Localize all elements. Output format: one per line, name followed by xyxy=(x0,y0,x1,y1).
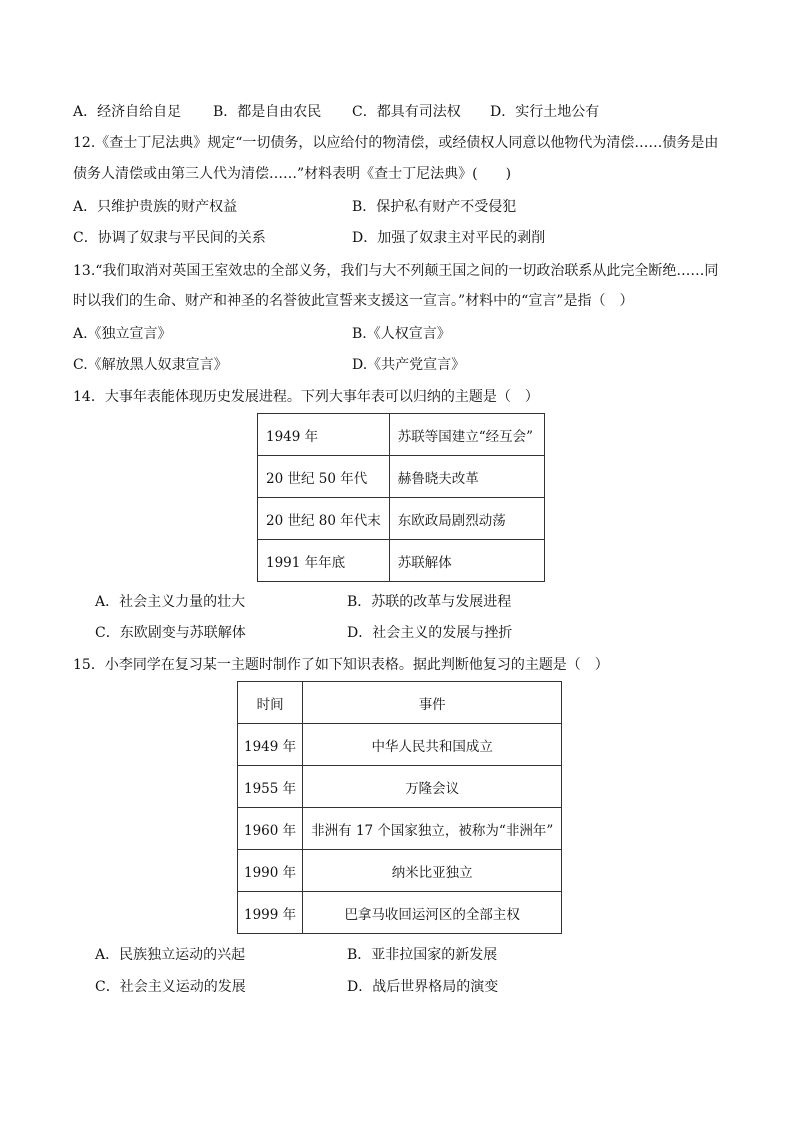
table-row xyxy=(258,540,545,582)
q14-option-b: B．苏联的改革与发展进程 xyxy=(347,594,512,610)
q11-option-c: C．都具有司法权 xyxy=(352,104,461,120)
table-cell-event: 苏联等国建立“经互会” xyxy=(389,414,544,456)
q15-option-c: C．社会主义运动的发展 xyxy=(95,979,246,995)
q12-option-c: C．协调了奴隶与平民间的关系 xyxy=(73,230,266,246)
q15-option-b: B．亚非拉国家的新发展 xyxy=(347,947,498,963)
q11-option-d: D．实行土地公有 xyxy=(490,104,600,120)
table-row xyxy=(238,808,562,850)
table-cell-event: 东欧政局剧烈动荡 xyxy=(389,498,544,540)
q14-option-a: A．社会主义力量的壮大 xyxy=(95,594,246,610)
table-cell-event: 非洲有 17 个国家独立，被称为“非洲年” xyxy=(303,808,562,850)
table-cell-event: 中华人民共和国成立 xyxy=(303,724,562,766)
q11-option-a: A．经济自给自足 xyxy=(73,104,182,120)
table-row xyxy=(258,498,545,540)
q14-stem: 14．大事年表能体现历史发展进程。下列大事年表可以归纳的主题是（ ） xyxy=(73,389,539,405)
q13-option-c: C.《解放黑人奴隶宣言》 xyxy=(73,357,228,373)
q11-option-b: B．都是自由农民 xyxy=(213,104,322,120)
q15-option-d: D．战后世界格局的演变 xyxy=(347,979,499,995)
table-row xyxy=(238,850,562,892)
table-cell-event: 巴拿马收回运河区的全部主权 xyxy=(303,892,562,934)
q12-stem-line1: 12.《查士丁尼法典》规定“一切债务，以应给付的物清偿，或经债权人同意以他物代为清偿……债务是由 xyxy=(73,135,719,151)
table-header-event: 事件 xyxy=(303,682,562,724)
table-cell-event: 纳米比亚独立 xyxy=(303,850,562,892)
q13-option-a: A.《独立宣言》 xyxy=(73,326,172,342)
table-cell-year: 1949 年 xyxy=(238,724,303,766)
table-header-row xyxy=(238,682,562,724)
table-cell-year: 1960 年 xyxy=(238,808,303,850)
q14-timeline-table xyxy=(257,413,545,582)
table-cell-event: 苏联解体 xyxy=(389,540,544,582)
table-row xyxy=(238,892,562,934)
q13-option-d: D.《共产党宣言》 xyxy=(352,357,466,373)
q15-knowledge-table xyxy=(237,681,562,934)
q14-option-d: D．社会主义的发展与挫折 xyxy=(347,625,513,641)
table-cell-event: 万隆会议 xyxy=(303,766,562,808)
table-row xyxy=(258,456,545,498)
table-row xyxy=(258,414,545,456)
table-row xyxy=(238,766,562,808)
table-cell-year: 1990 年 xyxy=(238,850,303,892)
table-cell-year: 20 世纪 80 年代末 xyxy=(258,498,390,540)
q13-option-b: B.《人权宣言》 xyxy=(352,326,451,342)
q13-stem-line1: 13.“我们取消对英国王室效忠的全部义务，我们与大不列颠王国之间的一切政治联系从此完全断绝……同 xyxy=(73,263,719,279)
table-cell-year: 1999 年 xyxy=(238,892,303,934)
table-cell-year: 1991 年年底 xyxy=(258,540,390,582)
q12-stem-line2: 债务人清偿或由第三人代为清偿……”材料表明《查士丁尼法典》( ) xyxy=(73,166,512,182)
table-cell-year: 1949 年 xyxy=(258,414,390,456)
q12-option-d: D．加强了奴隶主对平民的剥削 xyxy=(352,230,546,246)
q15-option-a: A．民族独立运动的兴起 xyxy=(95,947,246,963)
table-cell-event: 赫鲁晓夫改革 xyxy=(389,456,544,498)
q13-stem-line2: 时以我们的生命、财产和神圣的名誉彼此宣誓来支援这一宣言。”材料中的“宣言”是指（ ） xyxy=(73,293,634,309)
q15-stem: 15．小李同学在复习某一主题时制作了如下知识表格。据此判断他复习的主题是（ ） xyxy=(73,657,609,673)
table-row xyxy=(238,724,562,766)
table-cell-year: 1955 年 xyxy=(238,766,303,808)
table-cell-year: 20 世纪 50 年代 xyxy=(258,456,390,498)
q14-option-c: C．东欧剧变与苏联解体 xyxy=(95,625,246,641)
table-header-time: 时间 xyxy=(238,682,303,724)
q12-option-b: B．保护私有财产不受侵犯 xyxy=(352,199,517,215)
q12-option-a: A．只维护贵族的财产权益 xyxy=(73,199,238,215)
